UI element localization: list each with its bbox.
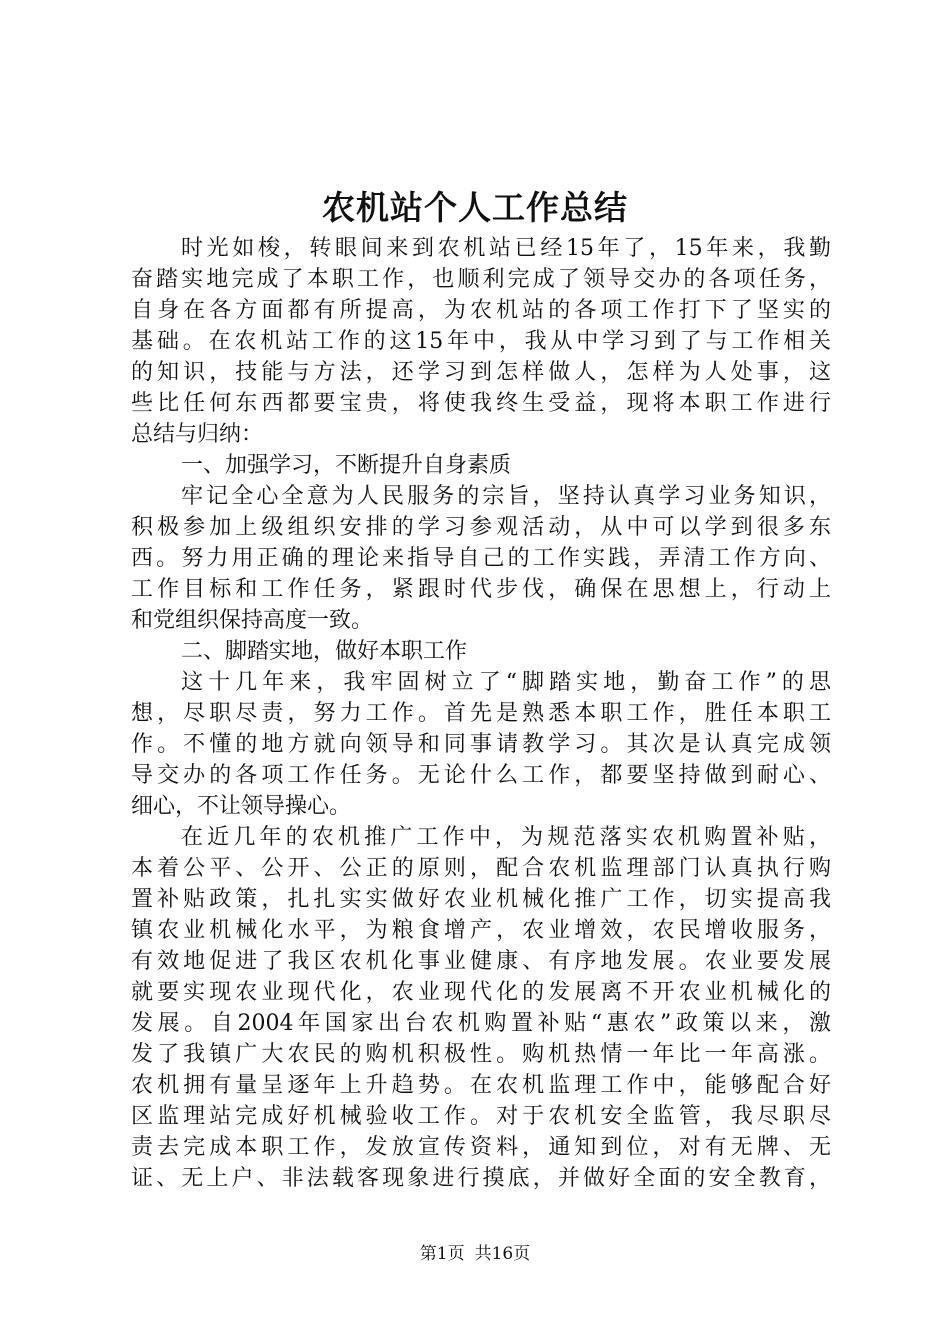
text-line: 的知识，技能与方法，还学习到怎样做人，怎样为人处事，这	[131, 360, 831, 385]
text-line: 一、加强学习，不断提升自身素质	[181, 453, 512, 478]
text-line: 证、无上户、非法载客现象进行摸底，并做好全面的安全教育，	[131, 1166, 831, 1191]
text-line: 二、脚踏实地，做好本职工作	[181, 639, 468, 664]
text-line: 发展。自2004年国家出台农机购置补贴“惠农”政策以来，激	[131, 1011, 831, 1036]
text-line: 基础。在农机站工作的这15年中，我从中学习到了与工作相关	[131, 329, 831, 354]
text-line: 些比任何东西都要宝贵，将使我终生受益，现将本职工作进行	[131, 391, 831, 416]
text-line: 工作目标和工作任务，紧跟时代步伐，确保在思想上，行动上	[131, 577, 831, 602]
text-line: 牢记全心全意为人民服务的宗旨，坚持认真学习业务知识，	[181, 484, 831, 509]
text-line: 想，尽职尽责，努力工作。首先是熟悉本职工作，胜任本职工	[131, 701, 831, 726]
text-line: 本着公平、公开、公正的原则，配合农机监理部门认真执行购	[131, 856, 831, 881]
text-line: 置补贴政策，扎扎实实做好农业机械化推广工作，切实提高我	[131, 887, 831, 912]
text-line: 责去完成本职工作，发放宣传资料，通知到位，对有无牌、无	[131, 1135, 831, 1160]
text-line: 作。不懂的地方就向领导和同事请教学习。其次是认真完成领	[131, 732, 831, 757]
document-title: 农机站个人工作总结	[322, 188, 628, 227]
document-body	[131, 233, 831, 1194]
page-number: 第1页	[419, 1244, 465, 1264]
text-line: 细心，不让领导操心。	[131, 794, 352, 819]
text-line: 自身在各方面都有所提高，为农机站的各项工作打下了坚实的	[131, 298, 831, 323]
text-line: 镇农业机械化水平，为粮食增产，农业增效，农民增收服务，	[131, 918, 831, 943]
text-line: 导交办的各项工作任务。无论什么工作，都要坚持做到耐心、	[131, 763, 831, 788]
text-line: 就要实现农业现代化，农业现代化的发展离不开农业机械化的	[131, 980, 831, 1005]
text-line: 发了我镇广大农民的购机积极性。购机热情一年比一年高涨。	[131, 1042, 831, 1067]
text-line: 农机拥有量呈逐年上升趋势。在农机监理工作中，能够配合好	[131, 1073, 831, 1098]
text-line: 这十几年来，我牢固树立了“脚踏实地，勤奋工作”的思	[181, 670, 831, 695]
text-line: 积极参加上级组织安排的学习参观活动，从中可以学到很多东	[131, 515, 831, 540]
text-line: 有效地促进了我区农机化事业健康、有序地发展。农业要发展	[131, 949, 831, 974]
text-line: 区监理站完成好机械验收工作。对于农机安全监管，我尽职尽	[131, 1104, 831, 1129]
text-line: 奋踏实地完成了本职工作，也顺利完成了领导交办的各项任务，	[131, 267, 831, 292]
text-line: 总结与归纳：	[131, 422, 264, 447]
text-line: 在近几年的农机推广工作中，为规范落实农机购置补贴，	[181, 825, 831, 850]
text-line: 西。努力用正确的理论来指导自己的工作实践，弄清工作方向、	[131, 546, 831, 571]
page-total: 共16页	[474, 1244, 531, 1264]
page-footer	[0, 1241, 950, 1267]
text-line: 和党组织保持高度一致。	[131, 608, 374, 633]
text-line: 时光如梭，转眼间来到农机站已经15年了，15年来，我勤	[181, 236, 831, 261]
